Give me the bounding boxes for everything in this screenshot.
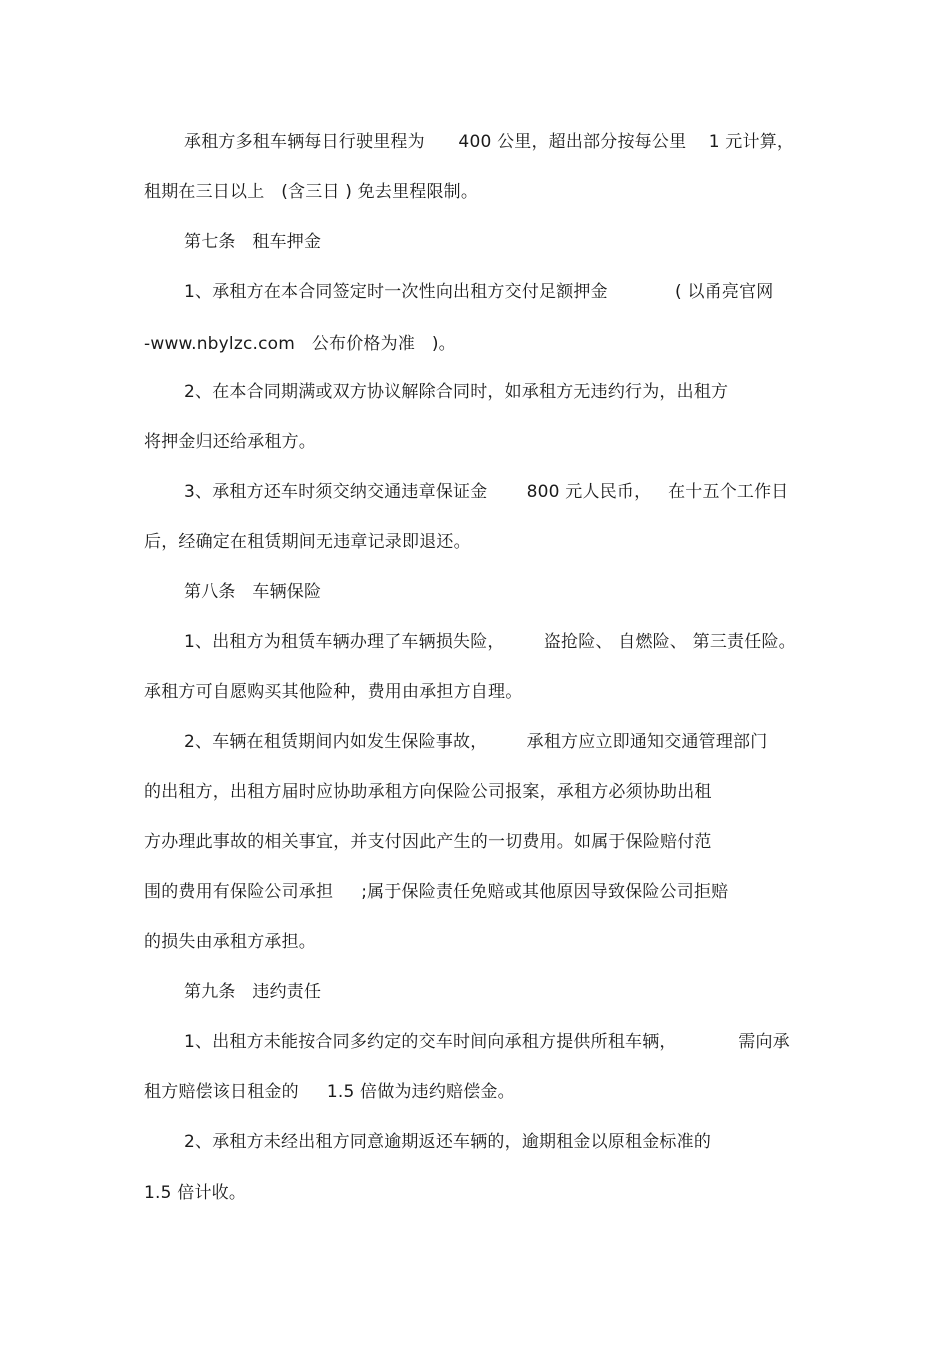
paragraph-line: 的损失由承租方承担。	[144, 932, 316, 952]
paragraph-line: 1、承租方在本合同签定时一次性向出租方交付足额押金 ( 以甬亮官网	[184, 282, 774, 302]
paragraph-line: 后，经确定在租赁期间无违章记录即退还。	[144, 532, 471, 552]
paragraph-line: 承租方多租车辆每日行驶里程为 400 公里，超出部分按每公里 1 元计算，	[184, 132, 795, 152]
paragraph-line: 租方赔偿该日租金的 1.5 倍做为违约赔偿金。	[144, 1082, 515, 1102]
paragraph-line: 2、在本合同期满或双方协议解除合同时，如承租方无违约行为，出租方	[184, 382, 729, 402]
paragraph-line: 将押金归还给承租方。	[144, 432, 316, 452]
paragraph-line: 2、承租方未经出租方同意逾期返还车辆的，逾期租金以原租金标准的	[184, 1132, 712, 1152]
paragraph-line: 1、出租方未能按合同多约定的交车时间向承租方提供所租车辆， 需向承	[184, 1032, 790, 1052]
paragraph-line: 3、承租方还车时须交纳交通违章保证金 800 元人民币， 在十五个工作日	[184, 482, 789, 502]
paragraph-line: 承租方可自愿购买其他险种，费用由承担方自理。	[144, 682, 523, 702]
paragraph-line: 租期在三日以上 (含三日 ) 免去里程限制。	[144, 182, 479, 202]
section-heading: 第七条 租车押金	[184, 232, 322, 252]
paragraph-line: 1、出租方为租赁车辆办理了车辆损失险， 盗抢险、 自燃险、 第三责任险。	[184, 632, 796, 652]
paragraph-line: 1.5 倍计收。	[144, 1183, 247, 1203]
paragraph-line: 方办理此事故的相关事宜，并支付因此产生的一切费用。如属于保险赔付范	[144, 832, 712, 852]
paragraph-line: 2、车辆在租赁期间内如发生保险事故， 承租方应立即通知交通管理部门	[184, 732, 768, 752]
section-heading: 第八条 车辆保险	[184, 582, 322, 602]
section-heading: 第九条 违约责任	[184, 982, 322, 1002]
paragraph-line: 的出租方，出租方届时应协助承租方向保险公司报案，承租方必须协助出租	[144, 782, 712, 802]
paragraph-line: -www.nbylzc.com 公布价格为准 )。	[144, 334, 456, 354]
paragraph-line: 围的费用有保险公司承担 ;属于保险责任免赔或其他原因导致保险公司拒赔	[144, 882, 729, 902]
